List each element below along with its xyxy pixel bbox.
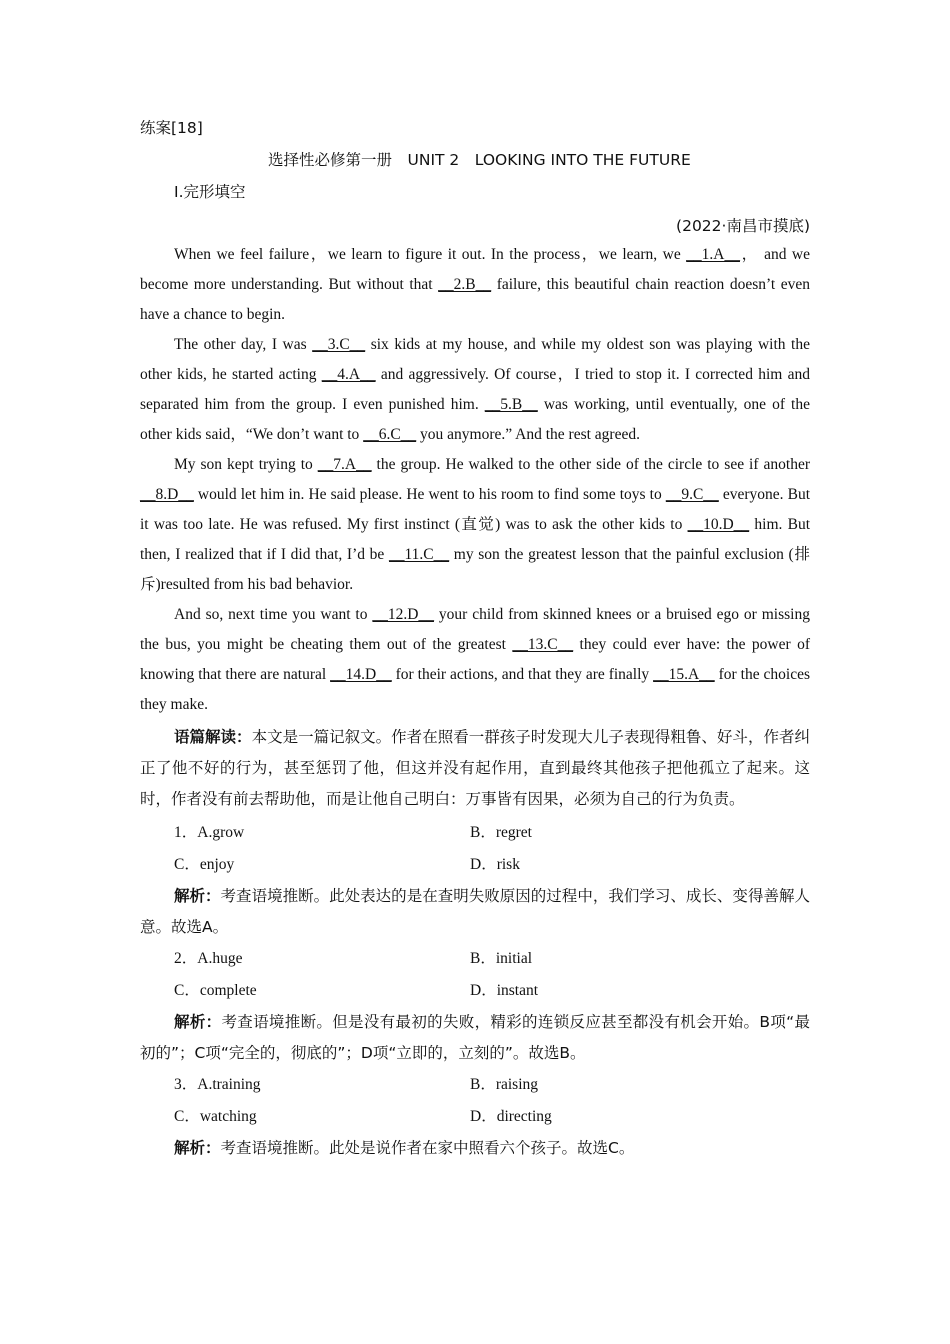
option-c: C．complete — [174, 982, 257, 999]
question-3 — [140, 1069, 810, 1164]
option-d: D．directing — [470, 1108, 552, 1125]
explanation-label: 解析： — [174, 887, 221, 905]
explanation-label: 解析： — [174, 1013, 222, 1031]
explanation — [140, 1007, 810, 1069]
unit-title: 选择性必修第一册 UNIT 2 LOOKING INTO THE FUTURE — [268, 151, 691, 169]
option-b: B．regret — [470, 824, 532, 841]
blank-1: __1.A__ — [686, 246, 740, 263]
exercise-label: 练案[18] — [140, 119, 203, 137]
question-1 — [140, 817, 810, 943]
blank-5: __5.B__ — [484, 396, 538, 413]
analysis-label: 语篇解读： — [174, 728, 252, 746]
passage-analysis — [140, 722, 810, 815]
blank-11: __11.C__ — [388, 546, 450, 563]
option-a: 2．A.huge — [174, 950, 243, 967]
passage-paragraph-3: My son kept trying to __7.A__ the group. He walked to the other side of the circle to see if another __8.D__ would let him in. He said please. He went to his room to find some toys to __9.C__ everyone. But it was too late. He was refused. My first instinct (直觉) was to ask the other kids to __10.D__ him. But then, I realized that if I did that, I’d be __11.C__ my son the greatest lesson that the painful exclusion (排斥)resulted from his bad behavior. — [140, 456, 811, 593]
blank-9: __9.C__ — [665, 486, 719, 503]
passage-paragraph-2: The other day, I was __3.C__ six kids at my house, and while my oldest son was playing with the other kids, he started acting __4.A__ and aggressively. Of course，I tried to stop it. I corrected him and separated him from the group. I even punished him. __5.B__ was working, until eventually, one of the other kids said，“We don’t want to __6.C__ you anymore.” And the rest agreed. — [140, 336, 810, 443]
blank-14: __14.D__ — [330, 666, 392, 683]
question-2 — [140, 943, 810, 1069]
blank-8: __8.D__ — [140, 486, 194, 503]
explanation-label: 解析： — [174, 1139, 221, 1157]
option-b: B．initial — [470, 950, 533, 967]
blank-7: __7.A__ — [317, 456, 372, 473]
explanation-text: 考查语境推断。但是没有最初的失败，精彩的连锁反应甚至都没有机会开始。B项“最初的”；C项“完全的，彻底的”；D项“立即的，立刻的”。故选B。 — [140, 1013, 810, 1062]
option-a: 3．A.training — [174, 1076, 261, 1093]
explanation-text: 考查语境推断。此处表达的是在查明失败原因的过程中，我们学习、成长、变得善解人意。故选A。 — [140, 887, 810, 936]
blank-13: __13.C__ — [512, 636, 574, 653]
option-c: C．watching — [174, 1108, 257, 1125]
option-d: D．risk — [470, 856, 520, 873]
option-c: C．enjoy — [174, 856, 235, 873]
option-a: 1．A.grow — [174, 824, 245, 841]
blank-15: __15.A__ — [653, 666, 715, 683]
source-note: (2022·南昌市摸底) — [676, 217, 810, 235]
blank-4: __4.A__ — [321, 366, 376, 383]
passage-paragraph-4: And so, next time you want to __12.D__ your child from skinned knees or a bruised ego or missing the bus, you might be cheating them out of the greatest __13.C__ they could ever have: the power of knowing that there are natural __14.D__ for their actions, and that they are finally __15.A__ for the choices they make. — [140, 606, 810, 713]
section-heading: Ⅰ.完形填空 — [174, 183, 246, 201]
passage-paragraph-1: When we feel failure，we learn to figure it out. In the process，we learn, we __1.A__， and we become more understanding. But without that __2.B__ failure, this beautiful chain reaction doesn’t even have a chance to begin. — [140, 246, 810, 323]
blank-6: __6.C__ — [363, 426, 417, 443]
blank-12: __12.D__ — [372, 606, 434, 623]
explanation — [140, 1133, 810, 1164]
blank-3: __3.C__ — [312, 336, 366, 353]
cloze-passage — [140, 240, 810, 1164]
option-b: B．raising — [470, 1076, 539, 1093]
blank-2: __2.B__ — [438, 276, 492, 293]
option-d: D．instant — [470, 982, 539, 999]
explanation-text: 考查语境推断。此处是说作者在家中照看六个孩子。故选C。 — [220, 1139, 635, 1157]
analysis-text: 本文是一篇记叙文。作者在照看一群孩子时发现大儿子表现得粗鲁、好斗，作者纠正了他不好的行为，甚至惩罚了他，但这并没有起作用，直到最终其他孩子把他孤立了起来。这时，作者没有前去帮助他，而是让他自己明白：万事皆有因果，必须为自己的行为负责。 — [140, 728, 810, 808]
explanation — [140, 881, 810, 943]
blank-10: __10.D__ — [687, 516, 750, 533]
